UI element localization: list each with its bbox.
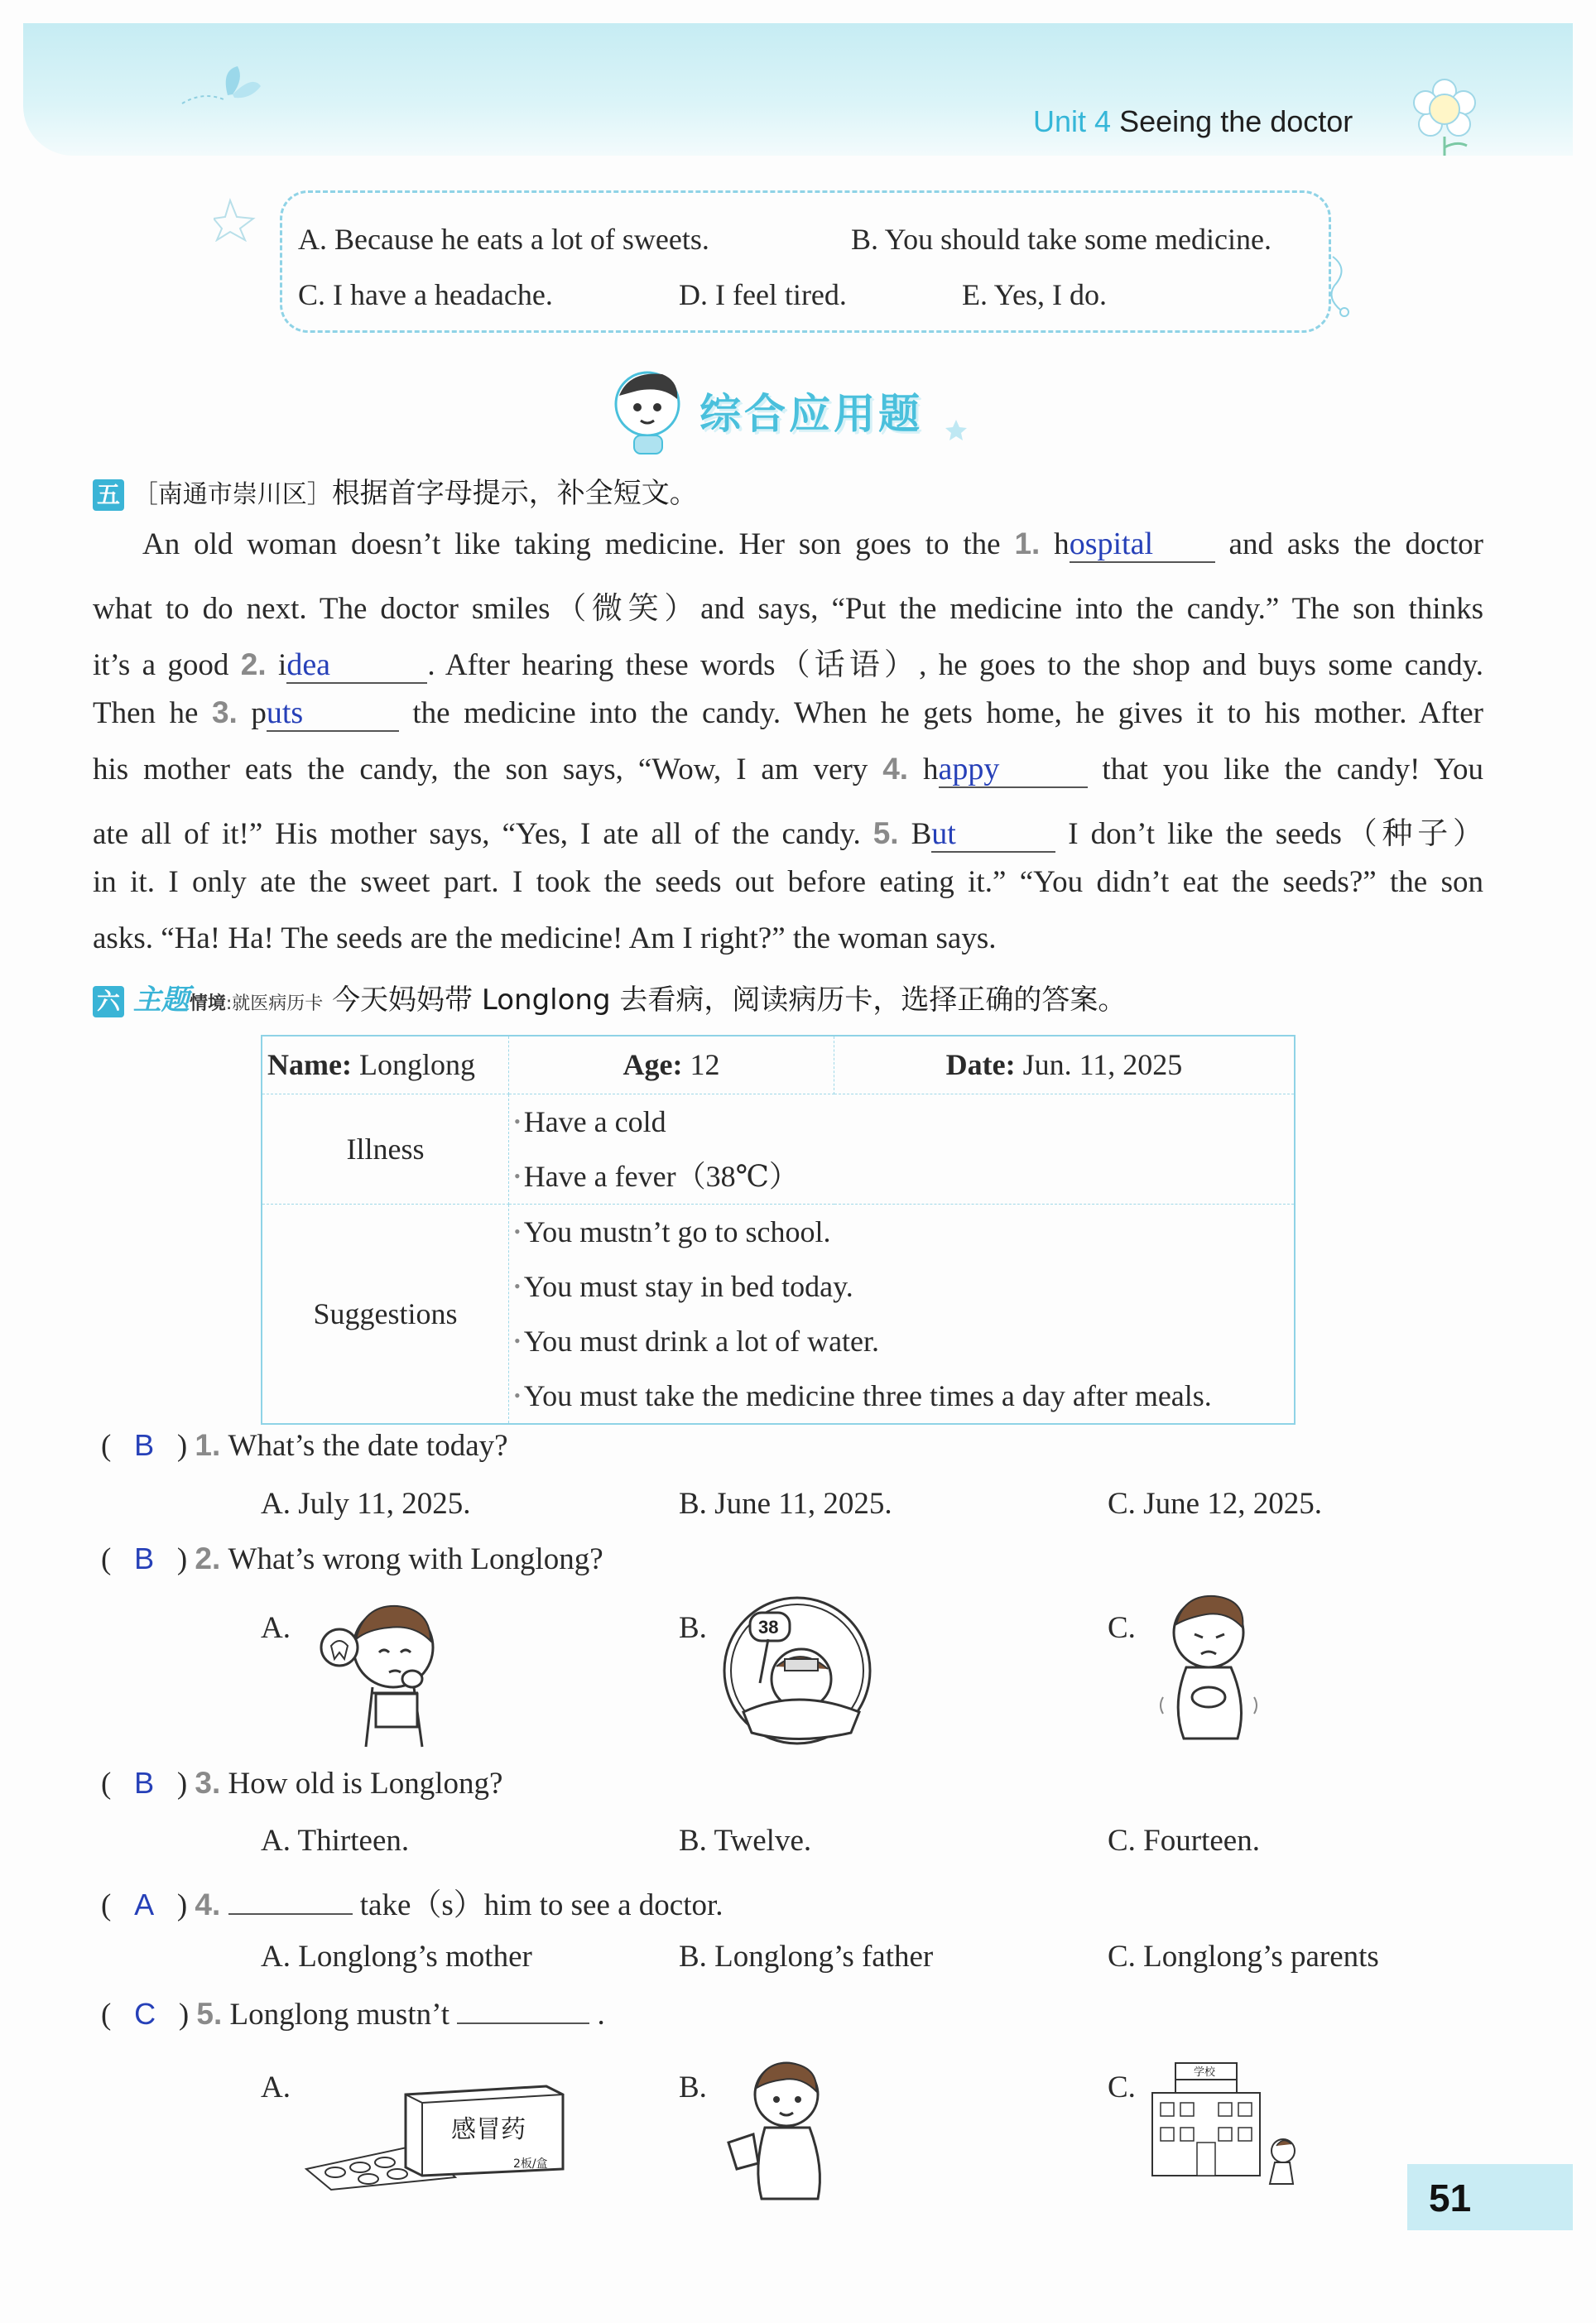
date-value: Jun. 11, 2025 — [1022, 1048, 1183, 1082]
illness-text: Have a fever（38℃） — [523, 1159, 799, 1193]
q2-choice-c[interactable]: C. — [1108, 1611, 1136, 1645]
question-text: Longlong mustn’t — [229, 1998, 450, 2032]
decorative-swirl-icon — [1324, 252, 1358, 319]
answer-3[interactable]: B — [134, 1766, 155, 1800]
q4-choice-b[interactable]: B. Longlong’s father — [679, 1940, 934, 1974]
q1-choice-b[interactable]: B. June 11, 2025. — [679, 1487, 892, 1521]
question-3: ( B ) 3. How old is Longlong? — [101, 1766, 503, 1801]
section5-heading — [93, 470, 698, 511]
blank-number: 2. — [240, 647, 267, 681]
medicine-box-label: 感冒药 — [451, 2115, 526, 2144]
q2-choice-a[interactable]: A. — [261, 1611, 291, 1645]
question-text: What’s wrong with Longlong? — [228, 1542, 603, 1576]
q5-choice-a[interactable]: A. — [261, 2070, 291, 2104]
passage-line-3 — [93, 639, 1483, 684]
medical-record-card — [261, 1035, 1296, 1425]
q4-blank[interactable] — [228, 1913, 353, 1915]
blank-answer-3[interactable]: uts — [267, 697, 399, 732]
blank-answer-2[interactable]: dea — [286, 649, 427, 684]
blank-answer-1[interactable]: ospital — [1070, 528, 1215, 563]
passage-line-2: what to do next. The doctor smiles（微笑）and says, “Put the medicine into the candy.” The son thinks — [93, 592, 1483, 626]
option-a: A. Because he eats a lot of sweets. — [298, 223, 709, 256]
passage-text: I don’t like the seeds（种子） — [1055, 817, 1483, 851]
age-value: 12 — [690, 1048, 720, 1082]
toothache-boy-icon[interactable] — [306, 1590, 464, 1755]
option-e: E. Yes, I do. — [962, 278, 1108, 311]
suggestion-text: You must drink a lot of water. — [523, 1324, 880, 1358]
name-label: Name: — [267, 1048, 352, 1082]
option-b: B. You should take some medicine. — [851, 223, 1272, 256]
theme-label: 主题 — [132, 984, 190, 1017]
q3-choice-c[interactable]: C. Fourteen. — [1108, 1824, 1260, 1858]
question-number: 3. — [195, 1766, 221, 1800]
suggestion-text: You must take the medicine three times a day after meals. — [523, 1378, 1212, 1412]
section5-source: ［南通市崇川区］ — [132, 480, 332, 509]
passage-text: . After hearing these words（话语）, he goes to the shop and buys some candy. — [427, 648, 1483, 682]
q3-choice-b[interactable]: B. Twelve. — [679, 1824, 812, 1858]
unit-title: Seeing the doctor — [1119, 104, 1353, 138]
section6-instruction: 今天妈妈带 Longlong 去看病，阅读病历卡，选择正确的答案。 — [332, 984, 1127, 1017]
question-number: 4. — [195, 1888, 221, 1921]
illness-item: • Have a cold — [514, 1104, 666, 1138]
page-number: 51 — [1429, 2176, 1472, 2220]
section5-instruction: 根据首字母提示，补全短文。 — [331, 477, 698, 510]
answer-1[interactable]: B — [134, 1428, 155, 1462]
age-cell — [509, 1036, 834, 1094]
q2-choice-b[interactable]: B. — [679, 1611, 707, 1645]
passage-line-8: asks. “Ha! Ha! The seeds are the medicine! Am I right?” the woman says. — [93, 921, 997, 955]
school-sign: 学校 — [1194, 2066, 1216, 2079]
blank-number: 5. — [873, 816, 899, 850]
question-2: ( B ) 2. What’s wrong with Longlong? — [101, 1541, 603, 1576]
section6-heading — [93, 977, 1126, 1017]
unit-word: Unit — [1033, 104, 1087, 138]
passage-line-7: in it. I only ate the sweet part. I took the seeds out before eating it.” “You didn’t eat the seeds?” the son — [93, 865, 1483, 899]
question-1: ( B ) 1. What’s the date today? — [101, 1428, 508, 1463]
q1-choice-c[interactable]: C. June 12, 2025. — [1108, 1487, 1322, 1521]
thermometer-reading: 38 — [758, 1617, 779, 1638]
boy-drinking-water-icon[interactable] — [720, 2051, 844, 2200]
question-4: ( A ) 4. take（s）him to see a doctor. — [101, 1888, 723, 1922]
flower-icon — [1399, 66, 1490, 157]
passage-text: ate all of it!” His mother says, “Yes, I ate all of the candy. — [93, 817, 873, 851]
fever-in-bed-icon[interactable] — [719, 1588, 876, 1753]
blank-answer-4[interactable]: appy — [939, 753, 1088, 788]
blank-letter: B — [898, 817, 932, 851]
context-label: 情境 — [189, 993, 226, 1014]
suggestions-label: Suggestions — [262, 1204, 509, 1424]
date-cell — [834, 1036, 1296, 1094]
page-number-tab — [1407, 2164, 1573, 2230]
name-cell — [262, 1036, 509, 1094]
question-number: 5. — [196, 1997, 223, 2031]
section-title: 综合应用题 — [699, 390, 923, 438]
question-number: 1. — [195, 1428, 221, 1462]
decorative-star-icon — [214, 192, 288, 242]
blank-answer-5[interactable]: ut — [931, 818, 1055, 853]
question-text: How old is Longlong? — [228, 1767, 503, 1801]
blank-number: 1. — [1014, 527, 1041, 560]
blank-letter: i — [266, 648, 287, 682]
question-text: What’s the date today? — [228, 1429, 508, 1463]
passage-line-1 — [142, 527, 1483, 563]
question-text: take（s）him to see a doctor. — [352, 1888, 723, 1922]
suggestion-item: • You must stay in bed today. — [514, 1269, 853, 1303]
question-number: 2. — [195, 1541, 221, 1575]
q4-choice-a[interactable]: A. Longlong’s mother — [261, 1940, 532, 1974]
passage-text: Then he — [93, 696, 212, 730]
suggestion-item: • You mustn’t go to school. — [514, 1214, 831, 1248]
small-star-icon — [944, 418, 969, 443]
blank-letter: p — [237, 696, 267, 730]
blank-number: 4. — [882, 752, 909, 786]
name-value: Longlong — [358, 1048, 475, 1082]
blank-letter: h — [908, 753, 939, 786]
suggestion-text: You must stay in bed today. — [523, 1269, 853, 1303]
date-label: Date: — [945, 1048, 1016, 1082]
medicine-box-icon[interactable] — [298, 2078, 571, 2194]
unit-label — [1033, 104, 1353, 139]
stomachache-boy-icon[interactable] — [1138, 1581, 1279, 1747]
passage-text: it’s a good — [93, 648, 241, 682]
illness-label: Illness — [262, 1094, 509, 1204]
passage-line-6 — [93, 808, 1483, 853]
blank-letter: h — [1040, 527, 1070, 561]
option-c: C. I have a headache. — [298, 278, 553, 311]
illness-list — [509, 1094, 1296, 1204]
passage-text: his mother eats the candy, the son says, “Wow, I am very — [93, 753, 883, 786]
unit-number: 4 — [1094, 104, 1112, 138]
q5-choice-b[interactable]: B. — [679, 2070, 707, 2104]
butterfly-icon — [178, 58, 277, 116]
section6-badge: 六 — [93, 986, 124, 1017]
passage-line-5 — [93, 752, 1483, 788]
question-5: ( C ) 5. Longlong mustn’t . — [101, 1997, 605, 2032]
suggestion-item: • You must take the medicine three times a day after meals. — [514, 1378, 1212, 1412]
illness-item: • Have a fever（38℃） — [514, 1159, 799, 1193]
q5-blank[interactable] — [457, 2022, 589, 2024]
q5-choice-c[interactable]: C. — [1108, 2070, 1136, 2104]
answer-2[interactable]: B — [134, 1541, 155, 1575]
school-building-icon[interactable] — [1142, 2060, 1308, 2192]
context-text: :就医病历卡 — [225, 993, 324, 1014]
passage-text: and asks the doctor — [1214, 527, 1483, 561]
blank-number: 3. — [211, 695, 238, 729]
answer-5[interactable]: C — [134, 1997, 156, 2031]
age-label: Age: — [623, 1048, 683, 1082]
q1-choice-a[interactable]: A. July 11, 2025. — [261, 1487, 471, 1521]
answer-4[interactable]: A — [134, 1888, 155, 1921]
q4-choice-c[interactable]: C. Longlong’s parents — [1108, 1940, 1379, 1974]
suggestion-text: You mustn’t go to school. — [523, 1214, 831, 1248]
passage-text: An old woman doesn’t like taking medicine. Her son goes to the — [142, 527, 1015, 561]
passage-line-4 — [93, 695, 1483, 732]
suggestions-list — [509, 1204, 1296, 1424]
q3-choice-a[interactable]: A. Thirteen. — [261, 1824, 410, 1858]
option-d: D. I feel tired. — [679, 278, 847, 311]
illness-text: Have a cold — [523, 1104, 666, 1138]
passage-text: the medicine into the candy. When he gets home, he gives it to his mother. After — [398, 696, 1483, 730]
medicine-box-sublabel: 2板/盒 — [513, 2157, 548, 2171]
passage-text: that you like the candy! You — [1087, 753, 1484, 786]
suggestion-item: • You must drink a lot of water. — [514, 1324, 880, 1358]
section5-badge: 五 — [93, 479, 124, 511]
boy-mascot-icon — [604, 364, 695, 455]
